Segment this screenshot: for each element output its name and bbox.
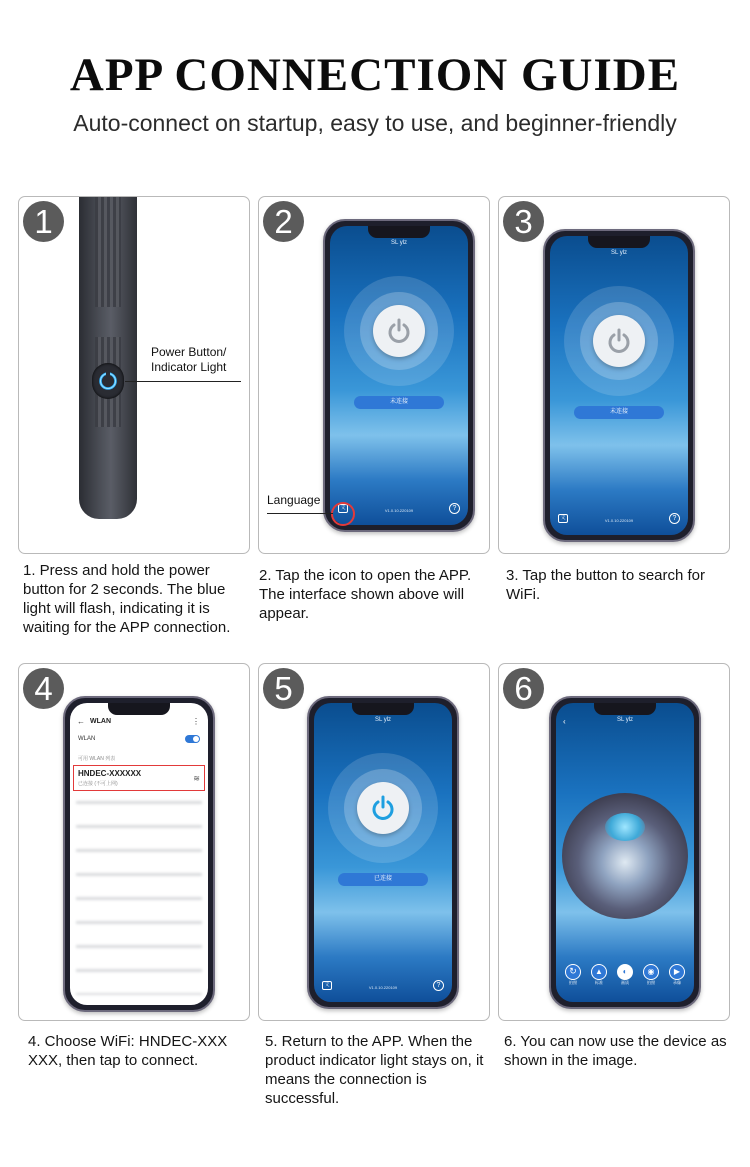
power-button-indicator xyxy=(92,363,124,399)
step-4-card xyxy=(18,663,250,1021)
mode-icon: ▲ xyxy=(591,964,607,980)
network-list-label: 可用 WLAN 列表 xyxy=(78,756,116,762)
app-screen xyxy=(330,226,468,525)
phone xyxy=(543,229,695,542)
camera-highlight xyxy=(605,813,645,841)
app-screen xyxy=(550,236,688,535)
connection-status-pill: 未连接 xyxy=(354,396,444,409)
page-title: APP CONNECTION GUIDE xyxy=(69,49,681,101)
back-arrow-icon[interactable]: ‹ xyxy=(563,717,566,726)
step-number-badge: 4 xyxy=(23,668,64,709)
network-name: HNDEC-XXXXXX xyxy=(78,769,142,778)
power-ring-icon xyxy=(97,370,119,392)
back-arrow-icon[interactable]: ← xyxy=(77,717,85,726)
toolbar-label: 拍照 xyxy=(569,980,577,985)
app-title: SL ylz xyxy=(390,240,408,246)
power-icon xyxy=(605,327,633,355)
step-1-caption: 1. Press and hold the power button for 2 seconds. The blue light will flash, indicating it is waiting for the APP connection. xyxy=(23,562,231,636)
toolbar-label: 标准 xyxy=(595,980,603,985)
wlan-toggle-label: WLAN xyxy=(78,736,96,742)
video-icon: ▶ xyxy=(669,964,685,980)
language-highlight-circle xyxy=(331,502,355,526)
step-2-card xyxy=(258,196,490,554)
wlan-toggle[interactable] xyxy=(185,735,200,743)
camera-screen xyxy=(556,703,694,1002)
app-version: V1.0.10.220109 xyxy=(384,508,414,513)
settings-screen xyxy=(70,703,208,1005)
help-icon[interactable]: ? xyxy=(449,503,460,514)
callout-label: Power Button/ Indicator Light xyxy=(151,345,227,374)
help-icon[interactable]: ? xyxy=(669,513,680,524)
toolbar-item[interactable] xyxy=(588,964,610,990)
toolbar-label: 画质 xyxy=(621,980,629,985)
network-row-selected[interactable] xyxy=(73,765,205,791)
step-number-badge: 6 xyxy=(503,668,544,709)
phone-notch xyxy=(352,703,414,715)
toolbar-item[interactable] xyxy=(640,964,662,990)
wlan-header: WLAN xyxy=(90,718,111,725)
power-button[interactable] xyxy=(373,305,425,357)
callout-label: Language xyxy=(267,493,321,507)
toolbar-item[interactable] xyxy=(666,964,688,990)
app-screen xyxy=(314,703,452,1002)
step-3-caption: 3. Tap the button to search for WiFi. xyxy=(506,567,706,603)
toolbar-item[interactable] xyxy=(614,964,636,990)
more-icon[interactable]: ⋮ xyxy=(192,717,200,726)
toolbar-item[interactable] xyxy=(562,964,584,990)
help-icon[interactable]: ? xyxy=(433,980,444,991)
blurred-network-list xyxy=(76,795,202,995)
phone xyxy=(307,696,459,1009)
callout-line xyxy=(267,513,333,514)
language-icon[interactable]: 文 xyxy=(338,504,348,513)
app-title: SL ylz xyxy=(616,717,634,723)
device-grip xyxy=(95,197,121,307)
step-6-caption: 6. You can now use the device as shown in the image. xyxy=(504,1033,727,1069)
step-1-card xyxy=(18,196,250,554)
app-title: SL ylz xyxy=(374,717,392,723)
language-icon[interactable]: 文 xyxy=(558,514,568,523)
app-title: SL ylz xyxy=(610,250,628,256)
rotate-icon: ↻ xyxy=(565,964,581,980)
step-3-card xyxy=(498,196,730,554)
power-icon xyxy=(385,317,413,345)
phone-notch xyxy=(588,236,650,248)
camera-view xyxy=(562,793,688,919)
step-4-caption: 4. Choose WiFi: HNDEC-XXX XXX, then tap to connect. xyxy=(28,1033,228,1069)
power-icon xyxy=(369,794,397,822)
phone xyxy=(323,219,475,532)
quality-icon: ◐ xyxy=(617,964,633,980)
connection-status-pill: 未连接 xyxy=(574,406,664,419)
step-6-card xyxy=(498,663,730,1021)
step-number-badge: 2 xyxy=(263,201,304,242)
toolbar-label: 录像 xyxy=(673,980,681,985)
step-5-card xyxy=(258,663,490,1021)
camera-toolbar xyxy=(562,964,688,990)
power-button-active[interactable] xyxy=(357,782,409,834)
network-status: 已连接 (不可上网) xyxy=(78,781,118,787)
language-icon[interactable]: 文 xyxy=(322,981,332,990)
toolbar-label: 拍照 xyxy=(647,980,655,985)
wifi-signal-icon: ≋ xyxy=(193,774,200,783)
camera-icon: ◉ xyxy=(643,964,659,980)
step-number-badge: 1 xyxy=(23,201,64,242)
step-number-badge: 5 xyxy=(263,668,304,709)
step-2-caption: 2. Tap the icon to open the APP. The interface shown above will appear. xyxy=(259,567,472,622)
phone-notch xyxy=(368,226,430,238)
app-version: V1.0.10.220109 xyxy=(368,985,398,990)
callout-line xyxy=(125,381,241,382)
phone-notch xyxy=(594,703,656,715)
connection-status-pill: 已连接 xyxy=(338,873,428,886)
step-number-badge: 3 xyxy=(503,201,544,242)
step-5-caption: 5. Return to the APP. When the product indicator light stays on, it means the connection is successful. xyxy=(265,1033,484,1107)
page-subtitle: Auto-connect on startup, easy to use, and beginner-friendly xyxy=(73,110,677,136)
app-version: V1.0.10.220109 xyxy=(604,518,634,523)
phone xyxy=(63,696,215,1012)
power-button[interactable] xyxy=(593,315,645,367)
phone-notch xyxy=(108,703,170,715)
phone xyxy=(549,696,701,1009)
